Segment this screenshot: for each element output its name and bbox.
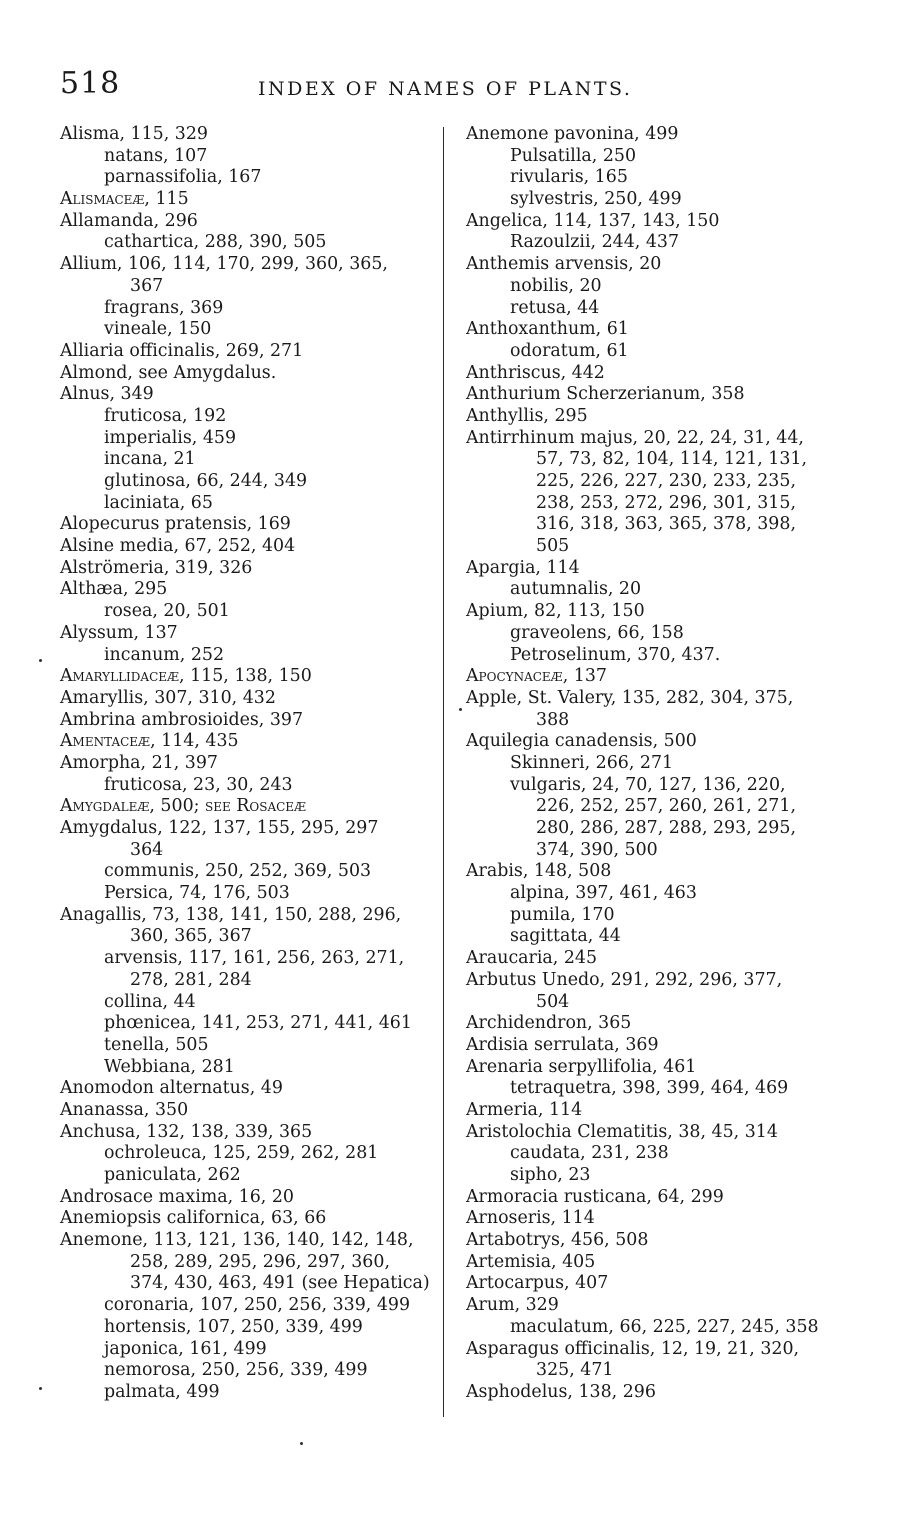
index-entry: fruticosa, 23, 30, 243 xyxy=(104,774,293,795)
index-entry: Artemisia, 405 xyxy=(466,1251,596,1272)
index-entry: laciniata, 65 xyxy=(104,492,213,513)
index-entry: Anthriscus, 442 xyxy=(466,362,605,383)
index-entry: Almond, see Amygdalus. xyxy=(60,362,277,383)
index-entry: incana, 21 xyxy=(104,449,196,470)
index-entry: Anthyllis, 295 xyxy=(466,405,588,426)
index-entry: Angelica, 114, 137, 143, 150 xyxy=(466,210,720,231)
print-speck xyxy=(39,659,42,662)
index-entry: fruticosa, 192 xyxy=(104,405,227,426)
index-entry: Artabotrys, 456, 508 xyxy=(466,1230,649,1251)
index-entry: sylvestris, 250, 499 xyxy=(510,189,682,210)
index-entry: 238, 253, 272, 296, 301, 315, xyxy=(536,492,796,513)
print-speck xyxy=(39,1387,42,1390)
index-entry: phœnicea, 141, 253, 271, 441, 461 xyxy=(104,1013,412,1034)
index-entry: 388 xyxy=(536,709,570,730)
index-entry: Arnoseris, 114 xyxy=(466,1208,595,1229)
index-entry: Anomodon alternatus, 49 xyxy=(60,1078,283,1099)
index-entry: 280, 286, 287, 288, 293, 295, xyxy=(536,818,796,838)
index-entry: Armeria, 114 xyxy=(466,1099,583,1120)
index-entry: 325, 471 xyxy=(536,1360,614,1381)
index-entry: japonica, 161, 499 xyxy=(104,1338,267,1359)
index-entry: hortensis, 107, 250, 339, 499 xyxy=(104,1316,363,1337)
index-entry: retusa, 44 xyxy=(510,297,600,318)
index-entry: communis, 250, 252, 369, 503 xyxy=(104,861,372,882)
index-entry: 367 xyxy=(130,275,164,296)
index-entry: Razoulzii, 244, 437 xyxy=(510,232,680,253)
index-entry: Araucaria, 245 xyxy=(466,948,598,969)
print-speck xyxy=(300,1442,303,1445)
index-entry: Anemone pavonina, 499 xyxy=(466,124,679,144)
index-entry: nobilis, 20 xyxy=(510,275,602,296)
index-entry: arvensis, 117, 161, 256, 263, 271, xyxy=(104,948,405,969)
index-entry: Petroselinum, 370, 437. xyxy=(510,644,721,665)
index-entry: Antirrhinum majus, 20, 22, 24, 31, 44, xyxy=(466,427,804,448)
index-entry: caudata, 231, 238 xyxy=(510,1143,669,1164)
print-speck xyxy=(459,708,462,711)
index-entry: autumnalis, 20 xyxy=(510,579,642,600)
index-entry: Alisma, 115, 329 xyxy=(60,124,208,144)
index-entry: Anagallis, 73, 138, 141, 150, 288, 296, xyxy=(60,904,402,925)
index-entry: sagittata, 44 xyxy=(510,926,621,947)
index-entry: Anthoxanthum, 61 xyxy=(466,319,629,340)
index-entry: Alyssum, 137 xyxy=(60,622,178,643)
index-entry: Ambrina ambrosioides, 397 xyxy=(60,709,304,730)
index-entry: Amaryllis, 307, 310, 432 xyxy=(60,687,276,708)
index-entry: Webbiana, 281 xyxy=(104,1056,235,1077)
index-entry: 374, 430, 463, 491 (see Hepatica) xyxy=(130,1273,430,1294)
index-entry: Amygdaleæ, 500; see Rosaceæ xyxy=(60,796,307,817)
index-entry: Skinneri, 266, 271 xyxy=(510,752,674,773)
index-entry: Aristolochia Clematitis, 38, 45, 314 xyxy=(466,1121,778,1142)
page-number: 518 xyxy=(60,66,121,101)
index-entry: Arbutus Unedo, 291, 292, 296, 377, xyxy=(466,969,783,990)
index-entry: paniculata, 262 xyxy=(104,1165,241,1185)
index-entry: Aquilegia canadensis, 500 xyxy=(466,731,697,752)
index-entry: vineale, 150 xyxy=(104,319,212,340)
index-entry: sipho, 23 xyxy=(510,1165,591,1185)
index-entry: cathartica, 288, 390, 505 xyxy=(104,232,327,253)
index-entry: Pulsatilla, 250 xyxy=(510,145,637,166)
index-entry: Asparagus officinalis, 12, 19, 21, 320, xyxy=(466,1338,800,1359)
index-entry: Alnus, 349 xyxy=(60,384,154,405)
index-entry: 226, 252, 257, 260, 261, 271, xyxy=(536,796,796,817)
index-entry: 278, 281, 284 xyxy=(130,969,252,990)
index-entry: Anemiopsis californica, 63, 66 xyxy=(60,1208,327,1229)
index-entry: alpina, 397, 461, 463 xyxy=(510,883,697,904)
index-entry: imperialis, 459 xyxy=(104,427,237,448)
index-entry: fragrans, 369 xyxy=(104,297,224,318)
index-entry: Ardisia serrulata, 369 xyxy=(466,1034,659,1055)
index-entry: Alsine media, 67, 252, 404 xyxy=(60,536,296,557)
index-entry: 364 xyxy=(130,839,164,860)
index-entry: Alismaceæ, 115 xyxy=(60,189,189,210)
index-entry: Apargia, 114 xyxy=(466,557,580,578)
index-entry: 504 xyxy=(536,991,570,1012)
index-entry: Ananassa, 350 xyxy=(60,1099,189,1120)
index-entry: tenella, 505 xyxy=(104,1034,209,1055)
running-head: INDEX OF NAMES OF PLANTS. xyxy=(258,78,633,100)
index-entry: Armoracia rusticana, 64, 299 xyxy=(466,1186,724,1207)
index-entry: Arenaria serpyllifolia, 461 xyxy=(466,1056,697,1077)
index-entry: Amentaceæ, 114, 435 xyxy=(60,731,239,752)
index-entry: 505 xyxy=(536,536,570,557)
index-entry: collina, 44 xyxy=(104,991,196,1012)
index-entry: Allamanda, 296 xyxy=(60,210,198,231)
index-entry: Arum, 329 xyxy=(466,1295,559,1316)
index-entry: Persica, 74, 176, 503 xyxy=(104,883,290,904)
index-entry: glutinosa, 66, 244, 349 xyxy=(104,471,308,491)
index-entry: Alopecurus pratensis, 169 xyxy=(60,514,291,535)
index-entry: maculatum, 66, 225, 227, 245, 358 xyxy=(510,1316,819,1337)
index-entry: Archidendron, 365 xyxy=(466,1013,632,1034)
index-entry: 258, 289, 295, 296, 297, 360, xyxy=(130,1251,390,1272)
index-entry: Anthemis arvensis, 20 xyxy=(466,254,662,275)
index-entry: Alliaria officinalis, 269, 271 xyxy=(60,340,304,361)
index-entry: Althæa, 295 xyxy=(60,579,168,600)
index-entry: Allium, 106, 114, 170, 299, 360, 365, xyxy=(60,254,388,275)
index-entry: 316, 318, 363, 365, 378, 398, xyxy=(536,514,796,535)
index-entry: Arabis, 148, 508 xyxy=(466,861,612,882)
index-entry: Anthurium Scherzerianum, 358 xyxy=(466,384,745,405)
index-entry: Amaryllidaceæ, 115, 138, 150 xyxy=(60,666,312,687)
index-entry: natans, 107 xyxy=(104,145,208,166)
column-divider xyxy=(443,127,444,1417)
index-column-left xyxy=(60,124,432,1404)
index-entry: vulgaris, 24, 70, 127, 136, 220, xyxy=(510,774,786,795)
index-entry: Alströmeria, 319, 326 xyxy=(60,557,253,578)
index-column-right xyxy=(466,124,846,1404)
index-entry: Anchusa, 132, 138, 339, 365 xyxy=(60,1121,313,1142)
index-entry: incanum, 252 xyxy=(104,644,225,665)
index-entry: Amygdalus, 122, 137, 155, 295, 297 xyxy=(60,818,379,838)
index-entry: Anemone, 113, 121, 136, 140, 142, 148, xyxy=(60,1230,414,1251)
index-entry: 57, 73, 82, 104, 114, 121, 131, xyxy=(536,449,808,470)
index-entry: ochroleuca, 125, 259, 262, 281 xyxy=(104,1143,379,1164)
index-entry: 374, 390, 500 xyxy=(536,839,658,860)
index-entry: 360, 365, 367 xyxy=(130,926,252,947)
index-entry: tetraquetra, 398, 399, 464, 469 xyxy=(510,1078,789,1099)
index-entry: Apple, St. Valery, 135, 282, 304, 375, xyxy=(466,687,794,708)
index-entry: Apocynaceæ, 137 xyxy=(466,666,607,687)
index-entry: Amorpha, 21, 397 xyxy=(60,752,218,773)
index-entry: 225, 226, 227, 230, 233, 235, xyxy=(536,471,796,491)
index-entry: Artocarpus, 407 xyxy=(466,1273,609,1294)
index-entry: nemorosa, 250, 256, 339, 499 xyxy=(104,1360,368,1381)
index-entry: pumila, 170 xyxy=(510,904,615,925)
index-entry: rivularis, 165 xyxy=(510,167,628,188)
index-entry: Asphodelus, 138, 296 xyxy=(466,1381,656,1402)
index-entry: odoratum, 61 xyxy=(510,340,629,361)
index-entry: rosea, 20, 501 xyxy=(104,601,230,622)
index-entry: parnassifolia, 167 xyxy=(104,167,262,188)
index-entry: Androsace maxima, 16, 20 xyxy=(60,1186,294,1207)
index-entry: palmata, 499 xyxy=(104,1381,220,1402)
index-entry: Apium, 82, 113, 150 xyxy=(466,601,645,622)
index-entry: coronaria, 107, 250, 256, 339, 499 xyxy=(104,1295,411,1316)
index-entry: graveolens, 66, 158 xyxy=(510,622,684,643)
